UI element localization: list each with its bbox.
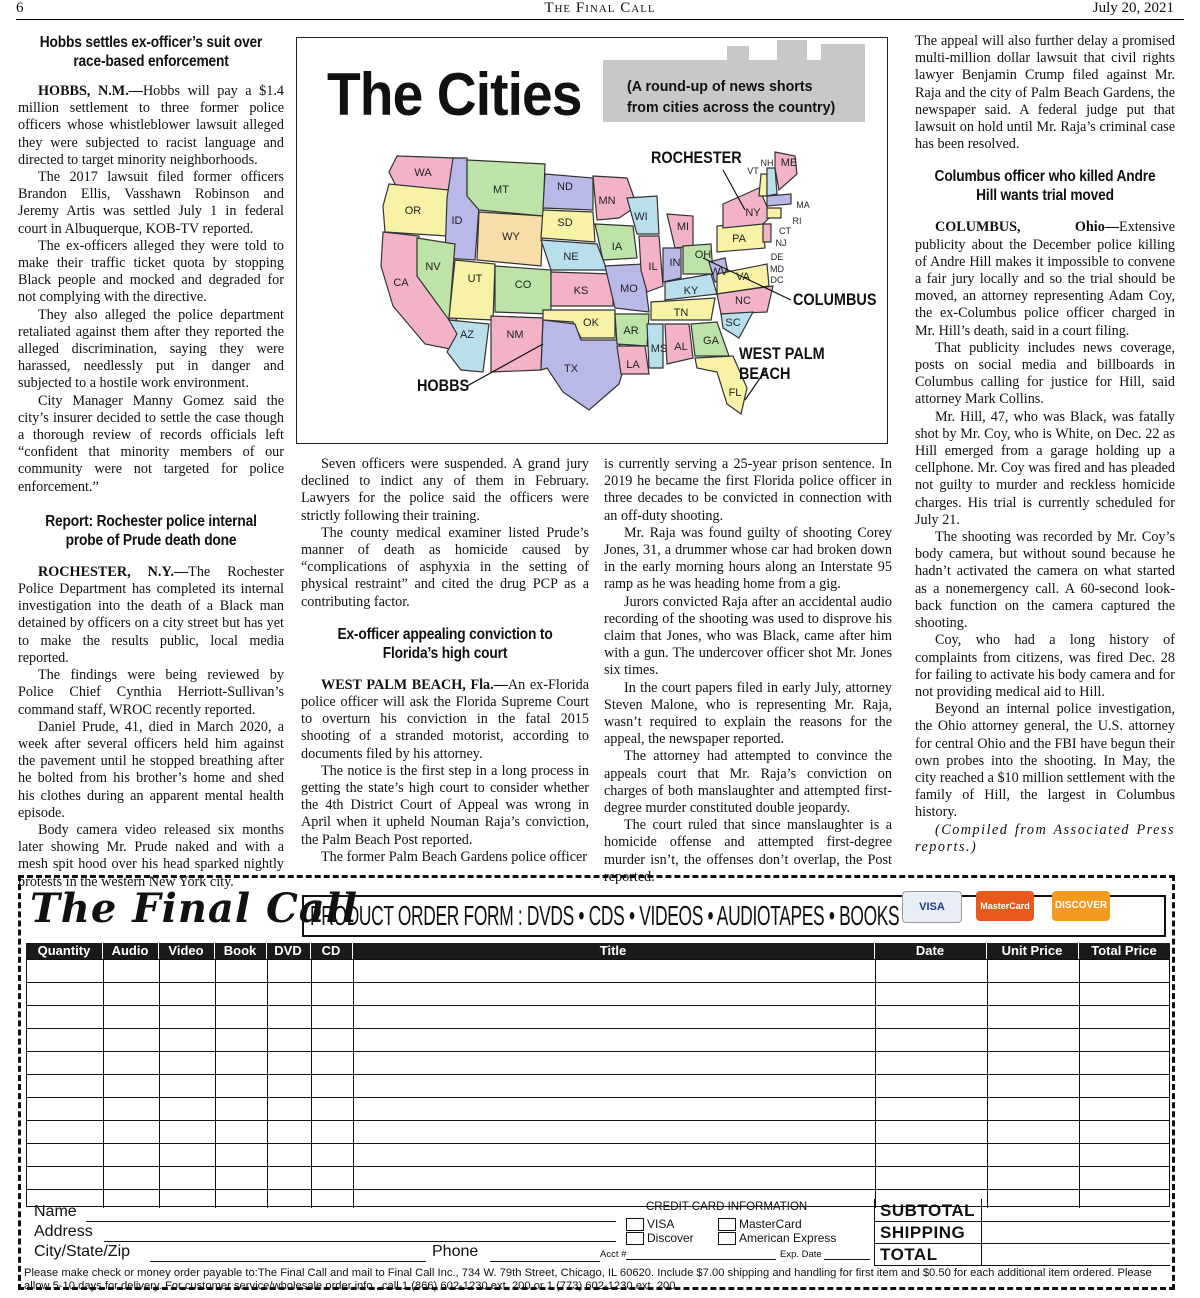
state-label-mo: MO <box>620 283 638 295</box>
order-row[interactable] <box>27 1166 1169 1167</box>
westpalm-paragraph: The former Palm Beach Gardens police officer <box>321 848 588 865</box>
cc-option-mastercard[interactable]: MasterCard <box>718 1217 802 1231</box>
phone-label: Phone <box>432 1243 479 1260</box>
westpalm-paragraph: The notice is the first step in a long process in getting the state’s high court to consider whether the 4th District Court of Appeal was wrong in April when it upheld Nouman Raja’s conviction, the Palm Beach Post reported. <box>301 762 589 848</box>
cc-option-visa[interactable]: VISA <box>626 1217 674 1231</box>
hobbs-paragraph: City Manager Manny Gomez said the city’s insurer decided to settle the case though a thorough review of records officials left “confident that minority members of our community were not targeted for police enforcement.” <box>18 392 284 495</box>
product-order-form <box>18 875 1175 1293</box>
acct-label: Acct # <box>600 1249 627 1260</box>
state-label-ny: NY <box>745 207 761 219</box>
grid-line <box>267 960 268 1208</box>
shipping-label: SHIPPING <box>880 1223 966 1242</box>
acct-field[interactable] <box>626 1259 776 1260</box>
westpalm-paragraph: WEST PALM BEACH, Fla.—An ex-Florida police officer will ask the Florida Supreme Court to overturn his conviction in the fatal 2015 shooting of a stranded motorist, according to documents filed by his attorney. <box>301 676 589 762</box>
state-label-wy: WY <box>502 231 520 243</box>
columbus-headline: Columbus officer who killed Andre Hill wants trial moved <box>934 168 1156 205</box>
col-cd: CD <box>310 943 353 959</box>
state-label-la: LA <box>626 359 640 371</box>
map-label-rochester: ROCHESTER <box>651 148 742 167</box>
order-row[interactable] <box>27 1143 1169 1144</box>
page-number: 6 <box>16 0 24 16</box>
credit-card-heading: CREDIT CARD INFORMATION <box>646 1201 808 1213</box>
state-label-me: ME <box>780 157 798 169</box>
subtitle-line: (A round-up of news shorts <box>627 78 813 95</box>
hobbs-paragraph: The ex-officers alleged they were told to make their traffic ticket quota by stopping Black people and mocked and degraded for not complying with the directive. <box>18 237 284 306</box>
state-label-co: CO <box>514 279 532 291</box>
order-form-footer: Please make check or money order payable to:The Final Call and mail to Final Call Inc., 734 W. 79th Street, Chicago, IL 60620. Include $7.00 shipping and handling for first item and $0.50 for each additional item ordered. Please allow 5-10 days for delivery. For customer service/wholesale order info., call 1 (866) 602-1230 ext. 200 or 1 (773) 602-1230 ext. 200. <box>24 1267 1152 1292</box>
order-row[interactable] <box>27 1120 1169 1121</box>
map-label-columbus: COLUMBUS <box>793 290 877 309</box>
westpalm-headline: Ex-officer appealing conviction to Florida’s high court <box>337 625 553 662</box>
grid-line <box>875 960 876 1208</box>
col-audio: Audio <box>102 943 159 959</box>
state-label-md: MD <box>770 264 784 274</box>
column-4 <box>915 33 1175 856</box>
hobbs-paragraph: They also alleged the police department retaliated against them after they reported the alleged discrimination, saying they were harassed, needlessly put in danger and subjected to a hostile work environment. <box>18 306 284 392</box>
columbus-paragraph: The shooting was recorded by Mr. Coy’s body camera, but without sound because he hadn’t activated the camera on what started as a nonemergency call. A 60-second look-back function on the camera captured the shooting. <box>915 529 1175 632</box>
city-label: City/State/Zip <box>34 1243 131 1260</box>
grid-line <box>987 960 988 1208</box>
state-label-ri: RI <box>792 216 802 226</box>
column-3 <box>604 456 892 886</box>
column-2 <box>301 456 589 866</box>
columbus-paragraph: That publicity includes news coverage, posts on social media and billboards in Columbus calling for justice for Hill, said attorney Mark Collins. <box>915 339 1175 408</box>
map-label-west-palm-beach: WEST PALM BEACH <box>739 344 825 383</box>
columbus-paragraph: Mr. Hill, 47, who was Black, was fatally shot by Mr. Coy, who is White, on Dec. 22 as Hill emerged from a garage holding up a cellphone. Mr. Coy was fired and has pleaded not guilty to murder and reckless homicide charges. His trial is currently scheduled for July 21. <box>915 408 1175 528</box>
name-field[interactable] <box>86 1221 616 1222</box>
westpalm-continued-paragraph: The attorney had attempted to convince the appeals court that Mr. Raja’s conviction on charges of both manslaughter and attempted first-degree murder constituted double jeopardy. <box>604 748 892 817</box>
state-label-ar: AR <box>623 325 639 337</box>
address-field[interactable] <box>104 1241 616 1242</box>
order-row[interactable] <box>27 1051 1169 1052</box>
total-field[interactable] <box>874 1265 1170 1266</box>
city-field[interactable] <box>150 1261 426 1262</box>
westpalm-continued-paragraph: The court ruled that since manslaughter is a homicide offense and attempted first-degree murder isn’t, the offenses don’t overlap, the Post reported. <box>604 817 892 885</box>
discover-logo: DISCOVER <box>1052 891 1110 921</box>
col-unit-price: Unit Price <box>986 943 1079 959</box>
state-label-fl: FL <box>728 387 742 399</box>
state-label-ok: OK <box>583 317 599 329</box>
exp-label: Exp. Date <box>780 1249 822 1260</box>
rochester-paragraph: The findings were being reviewed by Police Chief Cynthia Herriott-Sullivan’s command staff, WROC recently reported. <box>18 667 284 718</box>
cc-option-amex[interactable]: American Express <box>718 1231 836 1245</box>
hobbs-dateline: HOBBS, N.M.— <box>38 83 143 99</box>
address-label: Address <box>34 1223 93 1240</box>
state-label-nc: NC <box>735 295 751 307</box>
order-row[interactable] <box>27 1074 1169 1075</box>
state-label-ky: KY <box>683 285 699 297</box>
order-table-header <box>26 943 1170 959</box>
columbus-dateline: COLUMBUS, Ohio— <box>935 219 1120 236</box>
state-label-va: VA <box>736 271 750 283</box>
state-label-nh: NH <box>760 158 774 168</box>
order-form-title: PRODUCT ORDER FORM : DVDS • CDS • VIDEOS • AUDIOTAPES • BOOKS <box>310 900 900 931</box>
order-row[interactable] <box>27 1005 1169 1006</box>
state-label-ks: KS <box>573 285 589 297</box>
state-ut <box>449 260 495 320</box>
issue-date: July 20, 2021 <box>1092 0 1174 16</box>
state-label-vt: VT <box>747 166 759 176</box>
shipping-field[interactable] <box>874 1243 1170 1244</box>
state-label-wv: WV <box>710 266 728 278</box>
map-label-hobbs: HOBBS <box>417 376 470 395</box>
rochester-headline: Report: Rochester police internal probe of Prude death done <box>45 512 257 549</box>
subtotal-field[interactable] <box>874 1221 1170 1222</box>
order-form-title-box <box>302 895 1166 937</box>
state-label-al: AL <box>674 341 688 353</box>
cities-title: The Cities <box>327 61 582 128</box>
state-label-tn: TN <box>673 307 689 319</box>
visa-logo: VISA <box>902 891 962 923</box>
hobbs-paragraph: HOBBS, N.M.—Hobbs will pay a $1.4 million settlement to three former police officers whose whistleblower lawsuit alleged they were subjected to racist language and directed to target minority neighborhoods. <box>18 83 284 168</box>
state-label-ms: MS <box>650 343 668 355</box>
state-nj <box>763 224 771 242</box>
westpalm-continued-paragraph: Jurors convicted Raja after an accidental audio recording of the shooting was used to disprove his claim that Jones, who was Black, came after him with a gun. The undercover officer shot Mr. Jones six times. <box>604 593 892 679</box>
total-label: TOTAL <box>880 1245 938 1264</box>
mastercard-logo: MasterCard <box>976 891 1034 921</box>
cc-option-discover[interactable]: Discover <box>626 1231 694 1245</box>
state-label-nd: ND <box>557 181 573 193</box>
col-title: Title <box>352 943 875 959</box>
state-az <box>447 320 489 372</box>
state-label-nj: NJ <box>775 238 787 248</box>
state-label-mi: MI <box>676 221 690 233</box>
columbus-paragraph: Coy, who had a long history of complaints from citizens, was fired Dec. 28 for failing to activate his body camera and for not providing medical aid to Hill. <box>915 632 1176 700</box>
state-nm <box>491 316 543 372</box>
state-label-sc: SC <box>725 317 741 329</box>
state-label-ct: CT <box>779 226 791 236</box>
grid-line <box>103 960 104 1208</box>
col-quantity: Quantity <box>26 943 103 959</box>
state-label-wi: WI <box>634 211 648 223</box>
publication-name: The Final Call <box>544 0 656 16</box>
state-label-mn: MN <box>598 195 616 207</box>
cities-map-box <box>296 37 888 444</box>
grid-line <box>215 960 216 1208</box>
rochester-paragraph: ROCHESTER, N.Y.—The Rochester Police Department has completed its internal investigation into the death of a Black man detained by officers on a city street but has yet to make the results public, local media reported. <box>18 563 284 666</box>
final-call-logo: The Final Call <box>30 885 359 932</box>
westpalm-dateline: WEST PALM BEACH, Fla.— <box>321 676 508 693</box>
state-label-az: AZ <box>459 329 475 341</box>
state-label-ne: NE <box>563 251 579 263</box>
order-row[interactable] <box>27 1189 1169 1190</box>
columbus-paragraph: COLUMBUS, Ohio—Extensive publicity about the December police killing of Andre Hill makes it impossible to convene a fair jury locally and so the trial should be moved, an attorney representing Adam Coy, the ex-Columbus police officer charged in Mr. Hill’s death, said in a court filing. <box>915 219 1175 339</box>
grid-line <box>311 960 312 1208</box>
rochester-paragraph: Body camera video released six months later showing Mr. Prude naked and with a mesh spit hood over his head sparked nightly protests in the western New York city. <box>18 821 284 890</box>
westpalm-continued-paragraph: Mr. Raja was found guilty of shooting Corey Jones, 31, a drummer whose car had broken down in the early morning hours along an Interstate 95 ramp as he was heading home from a gig. <box>604 524 892 593</box>
state-label-oh: OH <box>694 249 712 261</box>
state-label-ca: CA <box>393 277 409 289</box>
hobbs-paragraph: The 2017 lawsuit filed former officers Brandon Ellis, Vasshawn Robinson and Jeremy Artis was settled July 1 in federal court in Albuquerque, KOB-TV reported. <box>18 169 284 237</box>
state-label-or: OR <box>404 205 422 217</box>
page-header <box>0 0 1200 18</box>
state-label-pa: PA <box>732 233 746 245</box>
exp-field[interactable] <box>824 1259 870 1260</box>
columbus-credit: (Compiled from Associated Press reports.) <box>915 821 1175 855</box>
grid-line <box>353 960 354 1208</box>
grid-line <box>1079 960 1080 1208</box>
header-rule <box>16 19 1184 20</box>
state-vt <box>759 174 767 196</box>
rochester-continued-paragraph: Seven officers were suspended. A grand jury declined to indict any of them in February. Lawyers for the police said the officers were strictly following their training. <box>301 456 589 524</box>
order-row[interactable] <box>27 1028 1169 1029</box>
state-label-ia: IA <box>611 241 623 253</box>
subtotal-label: SUBTOTAL <box>880 1201 975 1220</box>
state-label-wa: WA <box>414 167 432 179</box>
state-label-dc: DC <box>770 275 784 285</box>
state-label-il: IL <box>648 261 658 273</box>
columbus-paragraph: Beyond an internal police investigation, the Ohio attorney general, the U.S. attorney for central Ohio and the FBI have begun their own probes into the shooting. In May, the city reached a $10 million settlement with the family of Hill, the largest in Columbus history. <box>915 701 1175 821</box>
phone-field[interactable] <box>490 1261 600 1262</box>
grid-line <box>159 960 160 1208</box>
col-total-price: Total Price <box>1091 943 1157 958</box>
rochester-paragraph: Daniel Prude, 41, died in March 2020, a week after several officers held him against the pavement until he stopped breathing after he bolted from his brother’s home and shed his clothes during an apparent mental health episode. <box>18 718 284 821</box>
col-book: Book <box>214 943 267 959</box>
name-label: Name <box>34 1203 77 1220</box>
state-label-nv: NV <box>425 261 441 273</box>
state-label-id: ID <box>451 215 463 227</box>
westpalm-continued-paragraph: In the court papers filed in early July, attorney Steven Malone, who is representing Mr. Raja, wasn’t required to explain the reasons for the appeal, the newspaper reported. <box>604 679 892 748</box>
state-label-ut: UT <box>467 273 483 285</box>
state-label-mt: MT <box>493 184 509 196</box>
subtitle-line: from cities across the country) <box>627 99 836 116</box>
state-label-in: IN <box>669 257 681 269</box>
state-label-ma: MA <box>796 200 810 210</box>
col-date: Date <box>874 943 987 959</box>
state-ma <box>767 194 791 206</box>
order-table-grid <box>26 959 1170 1207</box>
hobbs-headline: Hobbs settles ex-officer’s suit over race-based enforcement <box>39 34 263 70</box>
westpalm-continued-paragraph: is currently serving a 25-year prison sentence. In 2019 he became the first Florida police officer in three decades to be convicted in connection with an off-duty shooting. <box>604 456 892 524</box>
column-1 <box>18 33 284 891</box>
order-row[interactable] <box>27 1097 1169 1098</box>
order-row[interactable] <box>27 982 1169 983</box>
state-label-ga: GA <box>703 335 719 347</box>
rochester-dateline: ROCHESTER, N.Y.— <box>38 563 189 580</box>
state-label-nm: NM <box>506 329 524 341</box>
state-label-sd: SD <box>557 217 573 229</box>
state-label-tx: TX <box>563 363 579 375</box>
state-ct <box>767 208 781 218</box>
col-video: Video <box>158 943 215 959</box>
col-dvd: DVD <box>266 943 311 959</box>
westpalm-final-paragraph: The appeal will also further delay a promised multi-million dollar lawsuit that civil rights lawyer Benjamin Crump filed against Mr. Raja and the city of Palm Beach Gardens, the newspaper said. A federal judge put that lawsuit on hold until Mr. Raja’s criminal case has been resolved. <box>915 33 1175 153</box>
state-label-de: DE <box>770 252 784 262</box>
rochester-continued-paragraph: The county medical examiner listed Prude’s manner of death as homicide caused by “complications of asphyxia in the setting of physical restraint” and cited the drug PCP as a contributing factor. <box>301 524 589 610</box>
